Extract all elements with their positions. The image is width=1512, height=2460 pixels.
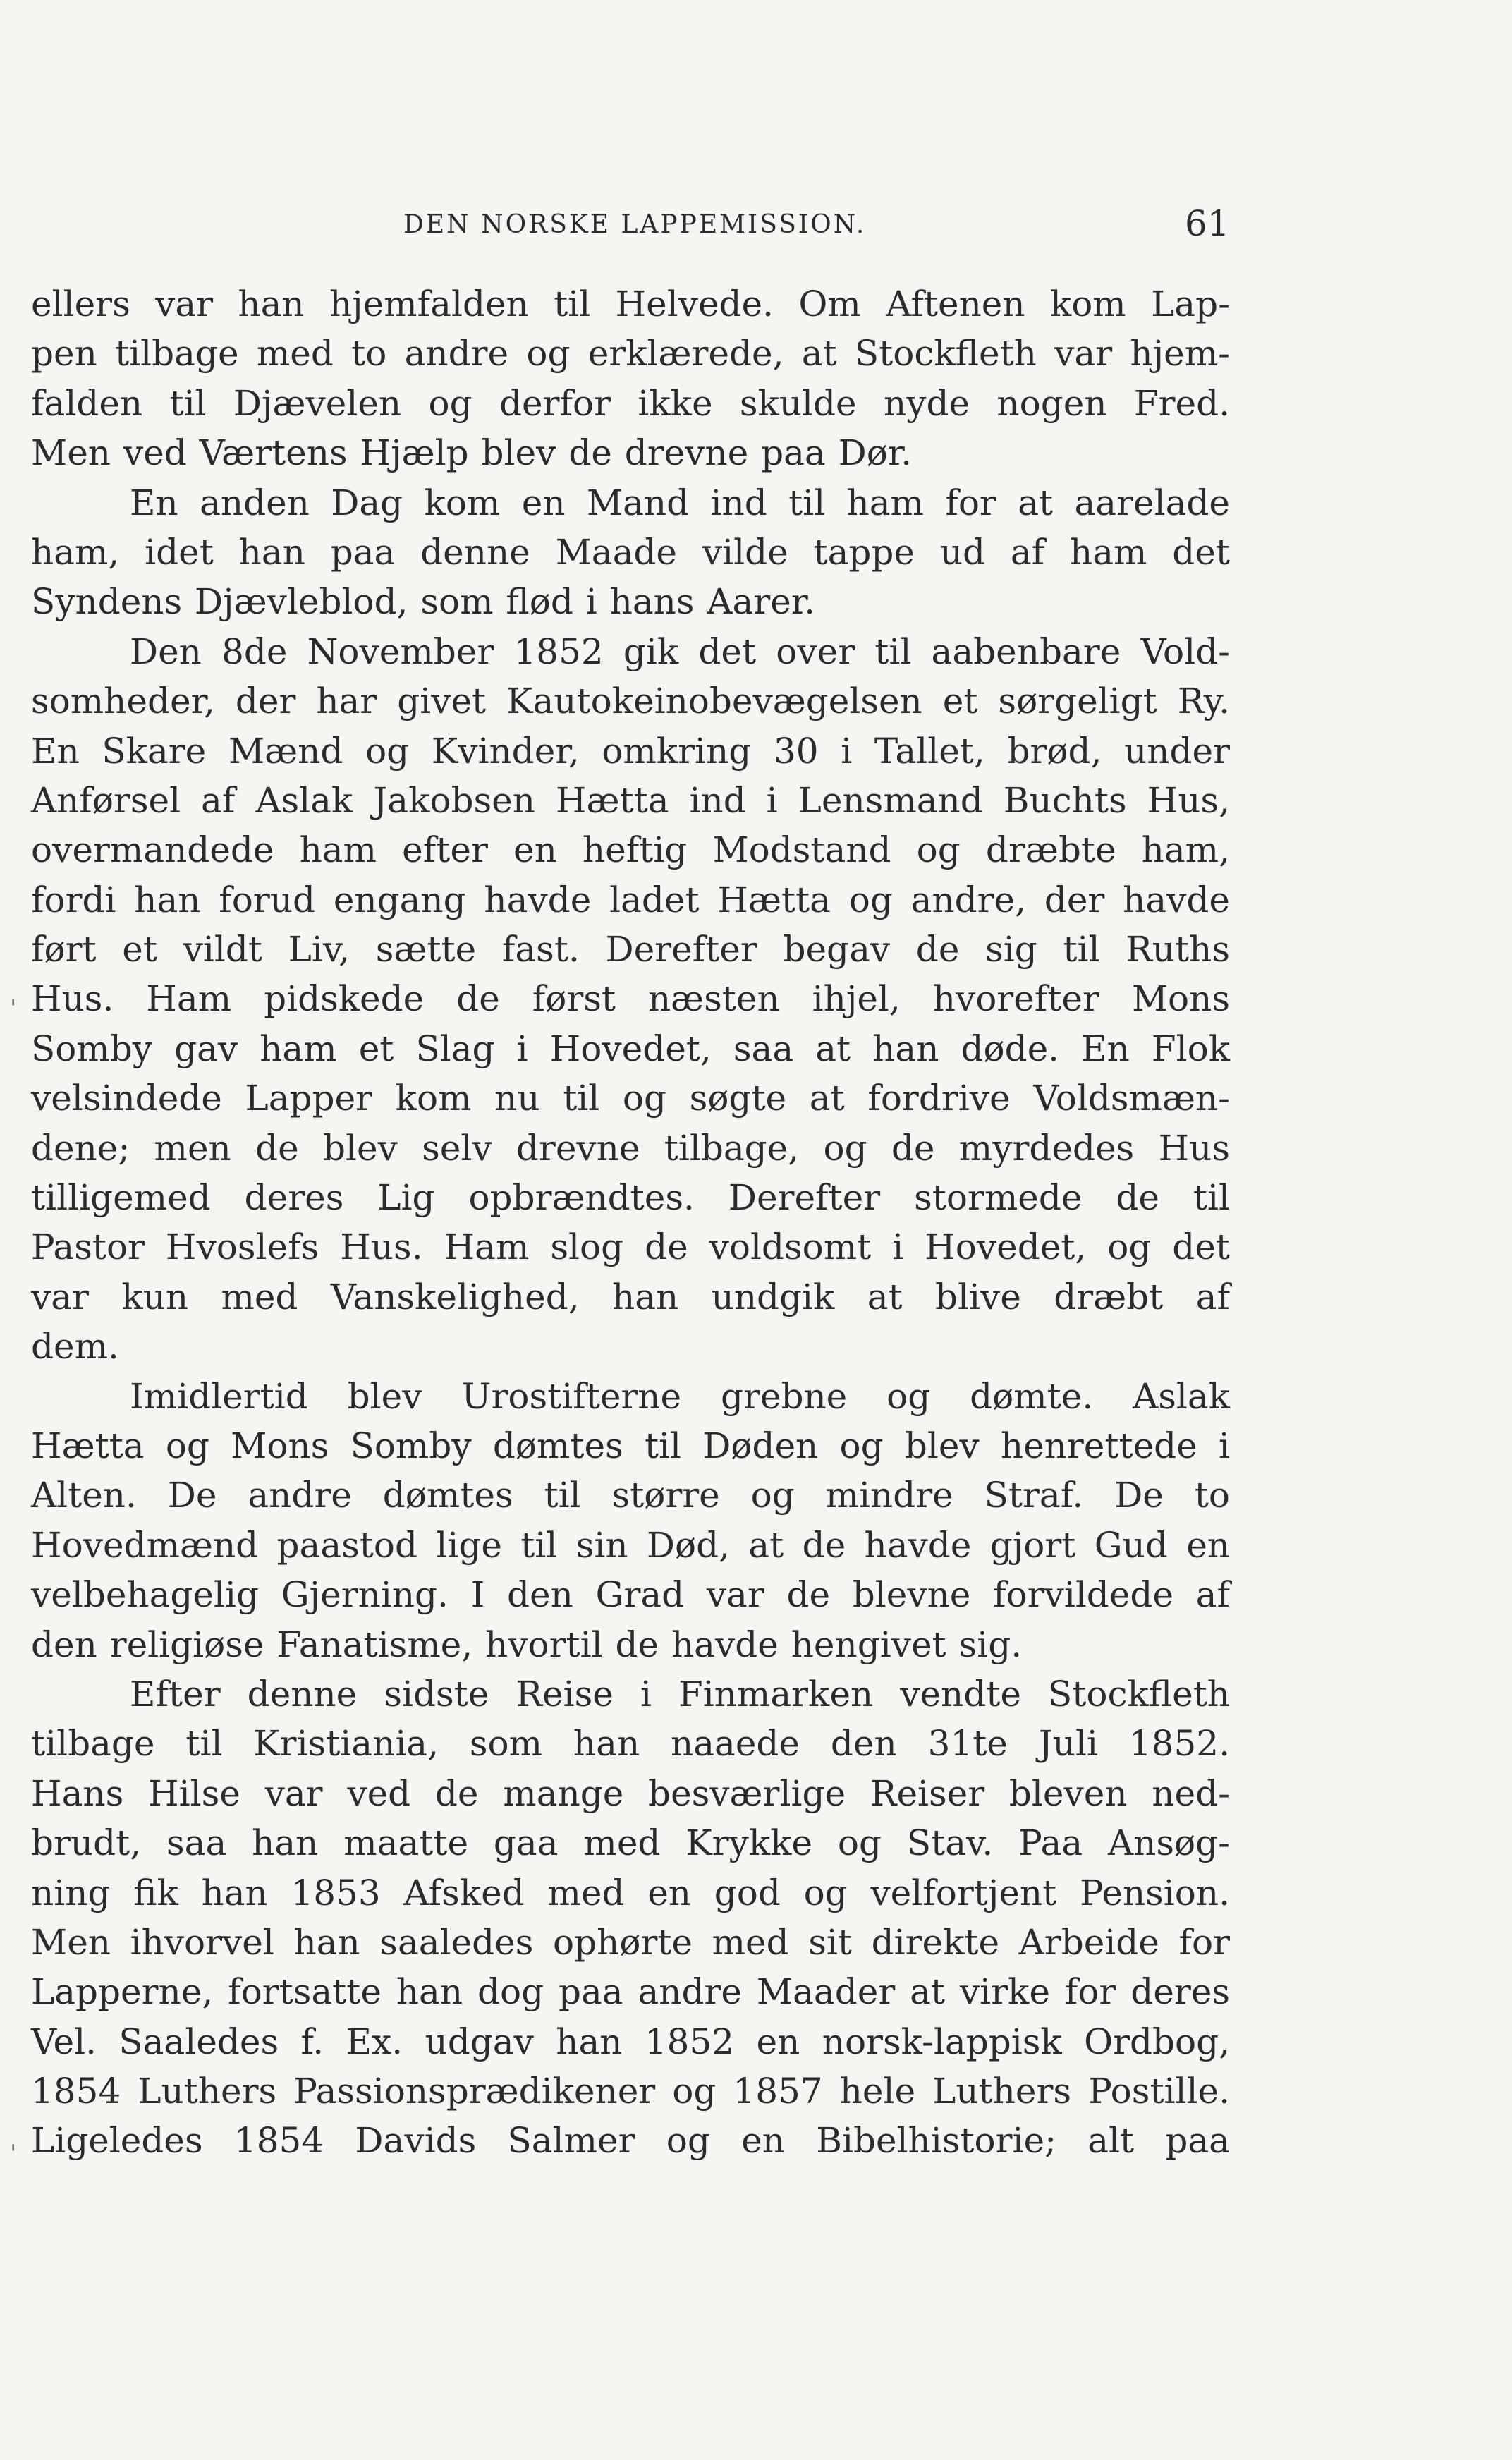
text-line: Men ved Værtens Hjælp blev de drevne paa Dør. <box>31 432 913 474</box>
text-line: Somby gav ham et Slag i Hovedet, saa at han døde. En Flok <box>31 1028 1230 1069</box>
text-line: fordi han forud engang havde ladet Hætta og andre, der havde <box>31 879 1230 920</box>
text-line: ellers var han hjemfalden til Helvede. Om Aftenen kom Lap- <box>31 284 1230 324</box>
text-line: Anførsel af Aslak Jakobsen Hætta ind i Lensmand Buchts Hus, <box>31 779 1230 821</box>
text-line: 1854 Luthers Passionsprædikener og 1857 hele Luthers Postille. <box>31 2071 1230 2112</box>
text-line: overmandede ham efter en heftig Modstand og dræbte ham, <box>31 829 1230 871</box>
text-line: En Skare Mænd og Kvinder, omkring 30 i Tallet, brød, under <box>31 730 1230 772</box>
text-line: Imidlertid blev Urostifterne grebne og dømte. Aslak <box>130 1375 1230 1417</box>
text-line: brudt, saa han maatte gaa med Krykke og Stav. Paa Ansøg- <box>31 1822 1230 1864</box>
text-line: Alten. De andre dømtes til større og mindre Straf. De to <box>31 1475 1230 1516</box>
text-line: En anden Dag kom en Mand ind til ham for at aarelade <box>130 482 1230 523</box>
body-text <box>31 279 1230 2166</box>
text-line: Ligeledes 1854 Davids Salmer og en Bibelhistorie; alt paa <box>31 2120 1230 2162</box>
text-line: Hus. Ham pidskede de først næsten ihjel, hvorefter Mons <box>31 978 1230 1020</box>
text-line: ført et vildt Liv, sætte fast. Derefter begav de sig til Ruths <box>31 929 1230 970</box>
text-line: Hætta og Mons Somby dømtes til Døden og blev henrettede i <box>31 1425 1230 1466</box>
page-number: 61 <box>1185 203 1230 244</box>
text-line: Hans Hilse var ved de mange besværlige Reiser bleven ned- <box>31 1772 1230 1814</box>
text-line: den religiøse Fanatisme, hvortil de havde hengivet sig. <box>31 1624 1023 1665</box>
text-line: pen tilbage med to andre og erklærede, at Stockfleth var hjem- <box>31 333 1230 375</box>
text-line: Syndens Djævleblod, som flød i hans Aarer. <box>31 581 816 623</box>
text-line: velsindede Lapper kom nu til og søgte at fordrive Voldsmæn- <box>31 1078 1230 1119</box>
text-line: falden til Djævelen og derfor ikke skulde nyde nogen Fred. <box>31 382 1230 424</box>
text-line: Vel. Saaledes f. Ex. udgav han 1852 en norsk-lappisk Ordbog, <box>31 2021 1230 2062</box>
text-line: ning fik han 1853 Afsked med en god og velfortjent Pension. <box>31 1872 1230 1913</box>
text-line: Lapperne, fortsatte han dog paa andre Maader at virke for deres <box>31 1971 1230 2013</box>
margin-mark: ' <box>10 2140 17 2168</box>
text-line: Pastor Hvoslefs Hus. Ham slog de voldsomt i Hovedet, og det <box>31 1226 1230 1268</box>
text-line: somheder, der har givet Kautokeinobevægelsen et sørgeligt Ry. <box>31 681 1230 722</box>
text-line: tilbage til Kristiania, som han naaede den 31te Juli 1852. <box>31 1723 1230 1765</box>
text-line: Efter denne sidste Reise i Finmarken vendte Stockfleth <box>130 1673 1230 1715</box>
running-title: DEN NORSKE LAPPEMISSION. <box>403 210 867 239</box>
text-line: tilligemed deres Lig opbrændtes. Derefter stormede de til <box>31 1177 1230 1219</box>
text-line: ham, idet han paa denne Maade vilde tappe ud af ham det <box>31 531 1230 573</box>
text-line: Den 8de November 1852 gik det over til aabenbare Vold- <box>130 631 1230 672</box>
text-line: Men ihvorvel han saaledes ophørte med sit direkte Arbeide for <box>31 1921 1230 1963</box>
margin-mark: ' <box>10 994 17 1023</box>
running-head <box>31 203 1230 252</box>
text-line: dem. <box>31 1326 119 1368</box>
text-line: Hovedmænd paastod lige til sin Død, at de havde gjort Gud en <box>31 1524 1230 1566</box>
text-line: var kun med Vanskelighed, han undgik at blive dræbt af <box>31 1276 1230 1317</box>
text-line: velbehagelig Gjerning. I den Grad var de blevne forvildede af <box>31 1574 1230 1616</box>
text-line: dene; men de blev selv drevne tilbage, og de myrdedes Hus <box>31 1127 1230 1169</box>
